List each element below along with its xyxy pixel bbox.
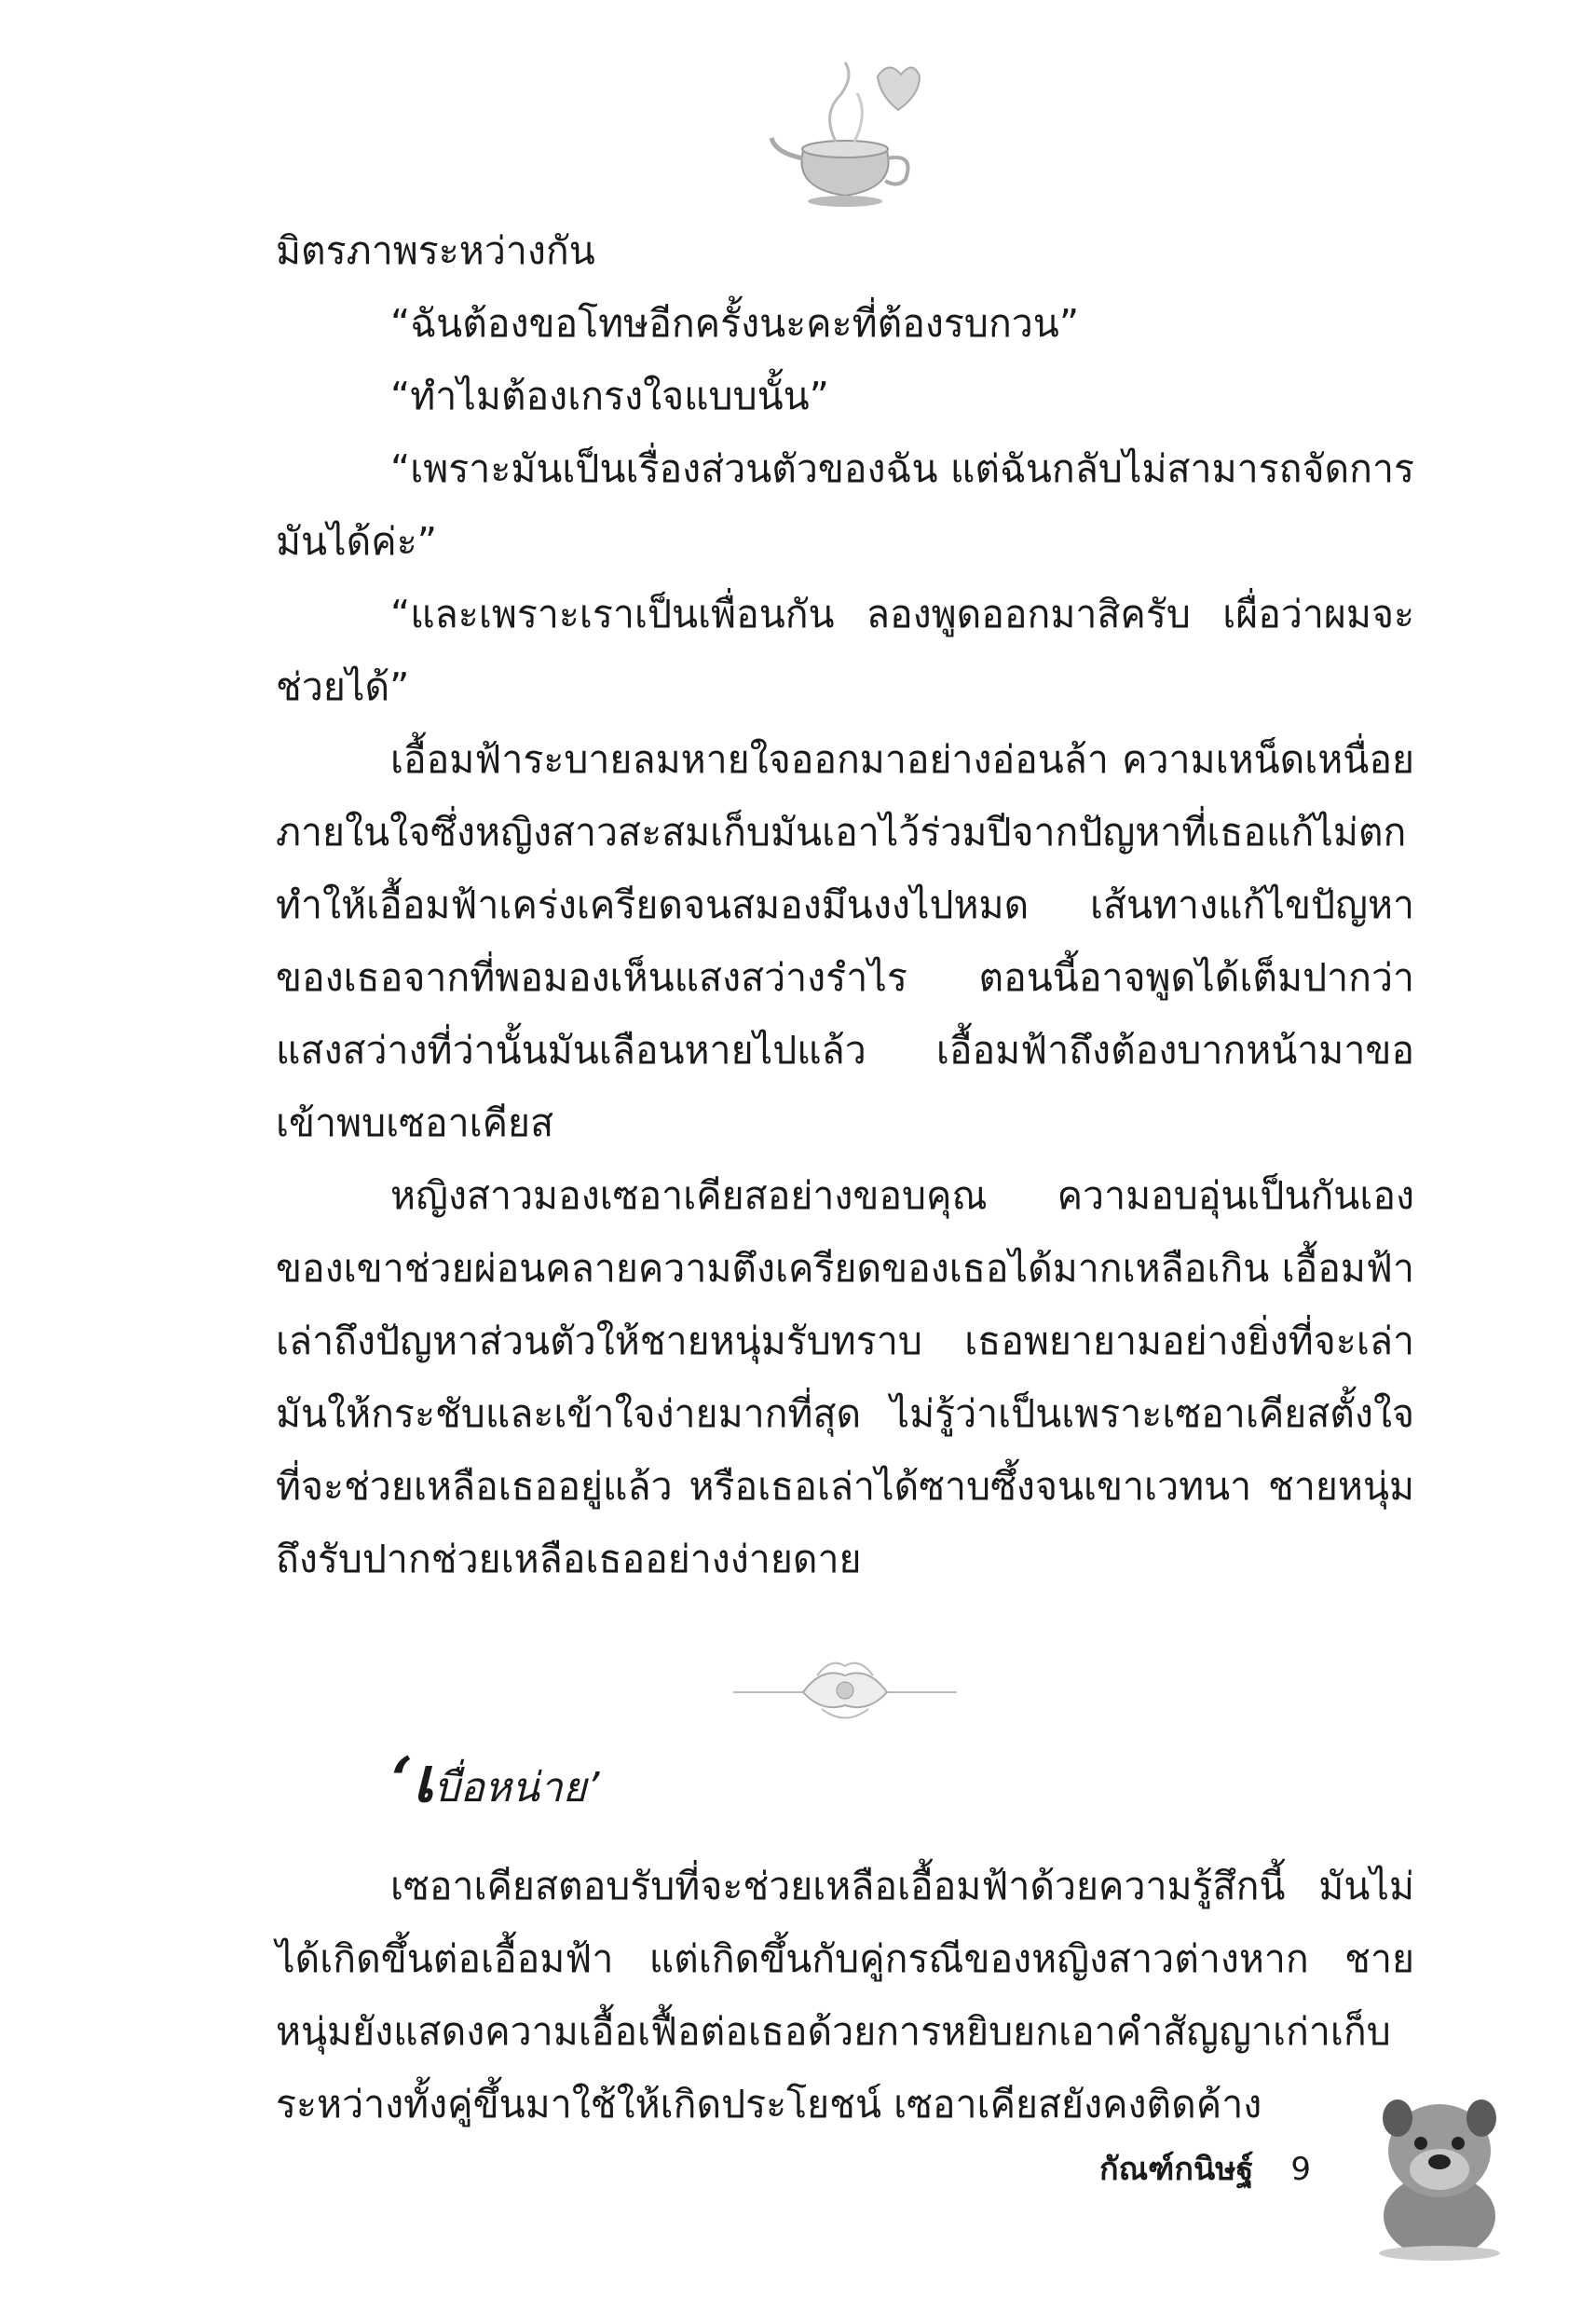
paragraph: “ทำไมต้องเกรงใจแบบนั้น”	[390, 374, 829, 418]
section-heading-text: บื่อหน่าย’	[433, 1764, 600, 1812]
scene-divider-ornament-icon	[729, 1648, 962, 1731]
body-text-top	[276, 214, 1414, 1595]
section-heading-initial: ‘เ	[391, 1744, 434, 1816]
page-footer	[1099, 2143, 1311, 2194]
paragraph: “เพราะมันเป็นเรื่องส่วนตัวของฉัน แต่ฉันกลับไม่สามารถจัดการมันได้ค่ะ”	[276, 446, 1414, 564]
paragraph: เอื้อมฟ้าระบายลมหายใจออกมาอย่างอ่อนล้า ความเหน็ดเหนื่อยภายในใจซึ่งหญิงสาวสะสมเก็บมันเอาไว้ร่วมปีจากปัญหาที่เธอแก้ไม่ตก ทำให้เอื้อมฟ้าเคร่งเครียดจนสมองมึนงงไปหมด เส้นทางแก้ไขปัญหาของเธอจากที่พอมองเห็นแสงสว่างรำไร ตอนนี้อาจพูดได้เต็มปากว่าแสงสว่างที่ว่านั้นมันเลือนหายไปแล้ว เอื้อมฟ้าถึงต้องบากหน้ามาขอเข้าพบเซอาเคียส	[276, 737, 1414, 1145]
page-number: 9	[1290, 2151, 1311, 2188]
paragraph: มิตรภาพระหว่างกัน	[276, 228, 595, 273]
teapot-ornament-icon	[766, 48, 924, 216]
paragraph: เซอาเคียสตอบรับที่จะช่วยเหลือเอื้อมฟ้าด้วยความรู้สึกนี้ มันไม่ได้เกิดขึ้นต่อเอื้อมฟ้า แต่เกิดขึ้นกับคู่กรณีของหญิงสาวต่างหาก ชายหนุ่มยังแสดงความเอื้อเฟื้อต่อเธอด้วยการหยิบยกเอาคำสัญญาเก่าเก็บระหว่างทั้งคู่ขึ้นมาใช้ให้เกิดประโยชน์ เซอาเคียสยังคงติดค้าง	[276, 1864, 1414, 2126]
section-heading	[391, 1744, 600, 1816]
paragraph: “ฉันต้องขอโทษอีกครั้งนะคะที่ต้องรบกวน”	[390, 301, 1080, 346]
paragraph: “และเพราะเราเป็นเพื่อนกัน ลองพูดออกมาสิครับ เผื่อว่าผมจะช่วยได้”	[276, 592, 1414, 709]
body-text-bottom	[276, 1850, 1414, 2140]
author-name: กัณฑ์กนิษฐ์	[1099, 2151, 1254, 2188]
bulldog-icon	[1370, 2076, 1509, 2263]
paragraph: หญิงสาวมองเซอาเคียสอย่างขอบคุณ ความอบอุ่นเป็นกันเองของเขาช่วยผ่อนคลายความตึงเครียดของเธอได้มากเหลือเกิน เอื้อมฟ้าเล่าถึงปัญหาส่วนตัวให้ชายหนุ่มรับทราบ เธอพยายามอย่างยิ่งที่จะเล่ามันให้กระชับและเข้าใจง่ายมากที่สุด ไม่รู้ว่าเป็นเพราะเซอาเคียสตั้งใจที่จะช่วยเหลือเธออยู่แล้ว หรือเธอเล่าได้ซาบซึ้งจนเขาเวทนา ชายหนุ่มถึงรับปากช่วยเหลือเธออย่างง่ายดาย	[276, 1173, 1414, 1581]
